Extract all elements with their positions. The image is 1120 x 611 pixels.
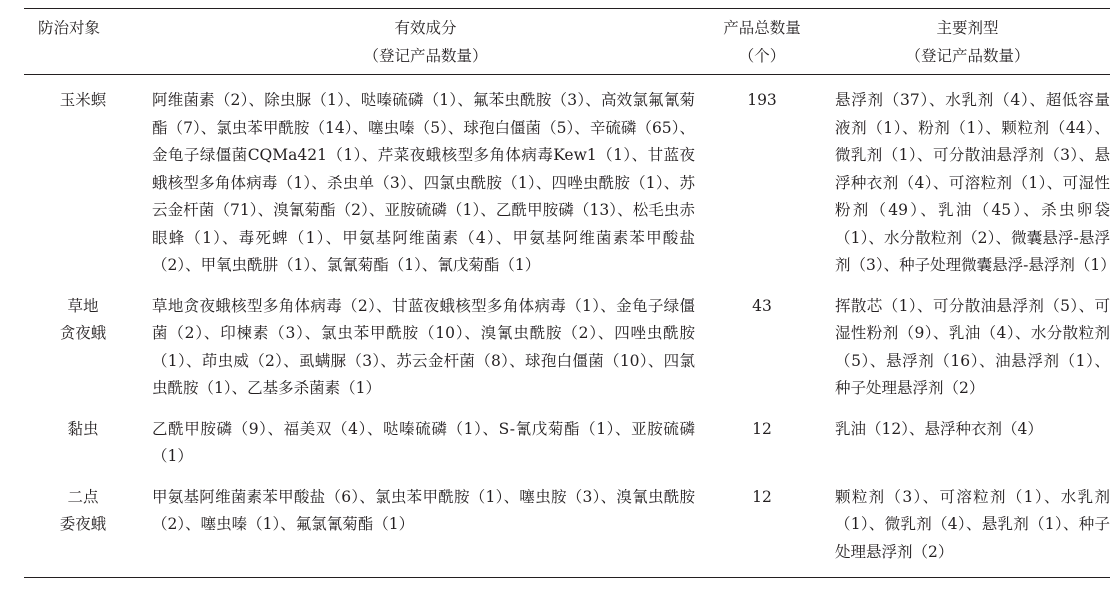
row-formulations: 悬浮剂（37）、水乳剂（4）、超低容量液剂（1）、粉剂（1）、颗粒剂（44）、微乳剂（1）、可分散油悬浮剂（3）、悬浮种衣剂（4）、可溶粒剂（1）、可湿性粉剂（49）、乳油（45）、杀虫卵袋（1）、水分散粒剂（2）、微囊悬浮-悬浮剂（3）、种子处理微囊悬浮-悬浮剂（1） — [835, 91, 1116, 274]
table-row — [24, 414, 1110, 482]
header-ingredients-line1: 有效成分 — [394, 19, 457, 37]
table-row — [24, 75, 1110, 291]
row-target-line1: 二点 — [67, 487, 99, 506]
table-header — [24, 9, 1110, 75]
header-formulations-line2: （登记产品数量） — [905, 46, 1030, 65]
row-target-line1: 草地 — [67, 296, 99, 315]
table-body — [24, 75, 1116, 578]
row-ingredients: 阿维菌素（2）、除虫脲（1）、哒嗪硫磷（1）、氟苯虫酰胺（3）、高效氯氟氰菊酯（7）、氯虫苯甲酰胺（14）、噻虫嗪（5）、球孢白僵菌（5）、辛硫磷（65）、金龟子绿僵菌CQMa421（1）、芹菜夜蛾核型多角体病毒Kew1（1）、甘蓝夜蛾核型多角体病毒（1）、杀虫单（3）、四氯虫酰胺（1）、四唑虫酰胺（1）、苏云金杆菌（71）、溴氰菊酯（2）、亚胺硫磷（1）、乙酰甲胺磷（13）、松毛虫赤眼蜂（1）、毒死蜱（1）、甲氨基阿维菌素（4）、甲氨基阿维菌素苯甲酸盐（2）、甲氧虫酰肼（1）、氯氰菊酯（1）、氰戊菊酯（1） — [152, 91, 695, 274]
row-formulations: 挥散芯（1）、可分散油悬浮剂（5）、可湿性粉剂（9）、乳油（4）、水分散粒剂（5）、悬浮剂（16）、油悬浮剂（1）、种子处理悬浮剂（2） — [835, 296, 1110, 397]
row-formulations: 乳油（12）、悬浮种衣剂（4） — [835, 419, 1043, 438]
header-formulations-line1: 主要剂型 — [936, 19, 999, 37]
row-ingredients: 乙酰甲胺磷（9）、福美双（4）、哒嗪硫磷（1）、S-氰戊菊酯（1）、亚胺硫磷（1） — [152, 419, 695, 465]
header-total-line1: 产品总数量 — [723, 19, 801, 37]
pesticide-registration-table — [24, 8, 1116, 578]
row-target: 黏虫 — [67, 419, 99, 438]
header-ingredients — [152, 9, 699, 75]
table-row — [24, 482, 1110, 578]
row-target — [24, 482, 152, 578]
header-formulations — [825, 9, 1110, 75]
header-target: 防治对象 — [38, 19, 101, 37]
row-total: 193 — [747, 91, 777, 109]
row-ingredients: 草地贪夜蛾核型多角体病毒（2）、甘蓝夜蛾核型多角体病毒（1）、金龟子绿僵菌（2）、印楝素（3）、氯虫苯甲酰胺（10）、溴氰虫酰胺（2）、四唑虫酰胺（1）、茚虫威（2）、虱螨脲（3）、苏云金杆菌（8）、球孢白僵菌（10）、四氯虫酰胺（1）、乙基多杀菌素（1） — [152, 296, 695, 397]
row-target-line2: 委夜蛾 — [59, 515, 107, 533]
row-formulations: 颗粒剂（3）、可溶粒剂（1）、水乳剂（1）、微乳剂（4）、悬乳剂（1）、种子处理悬浮剂（2） — [835, 487, 1110, 561]
row-target-line2: 贪夜蛾 — [59, 324, 107, 342]
row-total: 12 — [752, 419, 772, 438]
table-row — [24, 291, 1110, 414]
header-row — [24, 9, 1110, 75]
row-ingredients: 甲氨基阿维菌素苯甲酸盐（6）、氯虫苯甲酰胺（1）、噻虫胺（3）、溴氰虫酰胺（2）、噻虫嗪（1）、氟氯氰菊酯（1） — [152, 487, 695, 533]
row-total: 12 — [752, 487, 772, 506]
row-target — [24, 291, 152, 414]
header-ingredients-line2: （登记产品数量） — [363, 46, 488, 65]
row-target: 玉米螟 — [59, 91, 107, 109]
header-total — [699, 9, 825, 75]
row-total: 43 — [752, 296, 772, 315]
header-total-line2: （个） — [738, 46, 786, 65]
